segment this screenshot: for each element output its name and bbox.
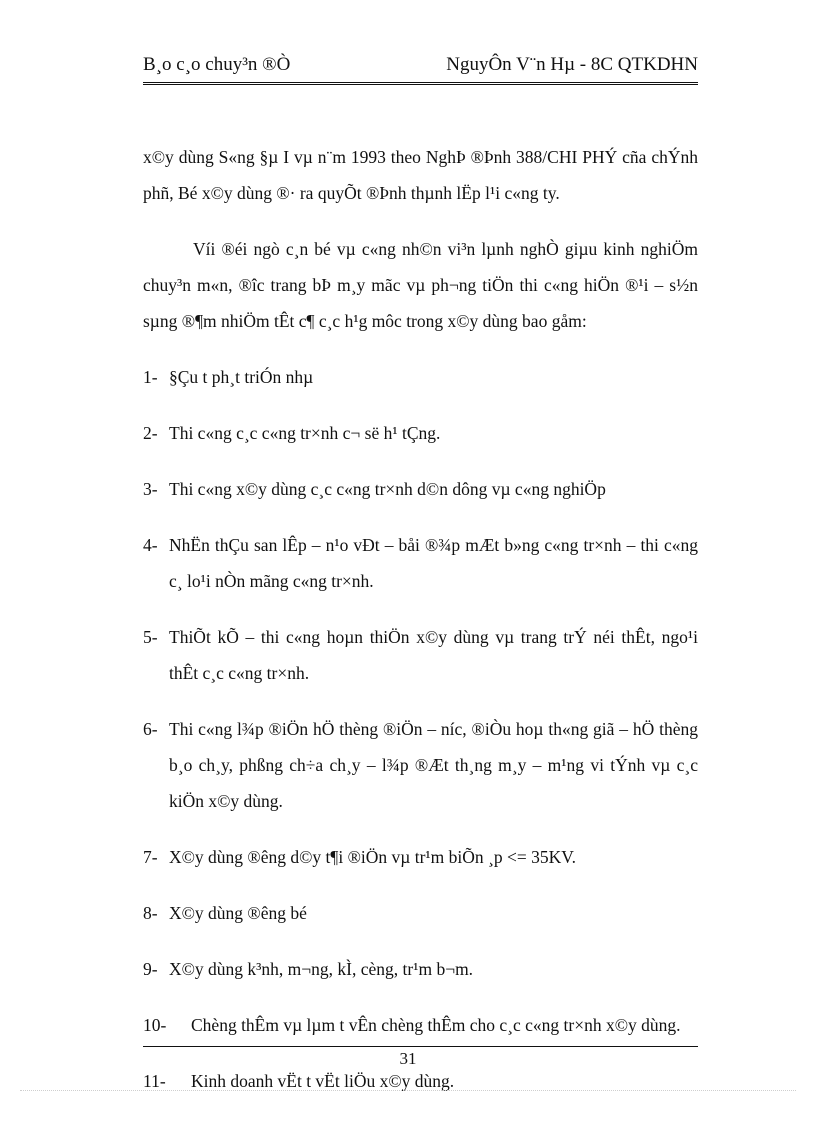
list-item-number: 4- [143,535,158,555]
page-body [143,139,698,1099]
header-report-title: B¸o c¸o chuy³n ®Ò [143,54,291,75]
list-item [143,839,698,875]
paragraph-intro: Víi ®éi ngò c¸n bé vµ c«ng nh©n vi³n lµnh nghÒ giµu kinh nghiÖm chuy³n m«n, ®îc trang bÞ m¸y mãc vµ ph¬ng tiÖn thi c«ng hiÖn ®¹i – s½n sµng ®¶m nhiÖm tÊt c¶ c¸c h¹g môc trong x©y dùng bao gåm: [143,239,698,331]
list-item-number: 5- [143,627,158,647]
list-item [143,895,698,931]
list-item-number: 8- [143,903,158,923]
list-item-text: Thi c«ng l¾p ®iÖn hÖ thèng ®iÖn – níc, ®iÒu hoµ th«ng giã – hÖ thèng b¸o ch¸y, phßng ch÷a ch¸y – l¾p ®Æt th¸ng m¸y – m¹ng vi tÝnh vµ c¸c kiÖn x©y dùng. [169,719,698,811]
header-author: NguyÔn V¨n Hµ - 8C QTKDHN [446,54,698,75]
list-item-text: §Çu t ph¸t triÓn nhµ [169,367,314,387]
list-item [143,471,698,507]
list-item-text: NhËn thÇu san lÊp – n¹o vÐt – båi ®¾p mÆt b»ng c«ng tr×nh – thi c«ng c¸ lo¹i nÒn mãng c«ng tr×nh. [169,535,698,591]
list-item-number: 1- [143,367,158,387]
list-item-number: 11- [143,1071,166,1091]
list-item [143,527,698,599]
header-rule [143,82,698,85]
list-item-text: Thi c«ng c¸c c«ng tr×nh c¬ së h¹ tÇng. [169,423,441,443]
paragraph-continuation: x©y dùng S«ng §µ I vµ n¨m 1993 theo NghÞ ®Þnh 388/CHI PHÝ cña chÝnh phñ, Bé x©y dùng ®· ra quyÕt ®Þnh thµnh lËp l¹i c«ng ty. [143,147,698,203]
list-item-number: 9- [143,959,158,979]
list-item-number: 7- [143,847,158,867]
list-item-text: Kinh doanh vËt t vËt liÖu x©y dùng. [191,1071,455,1091]
list-item [143,711,698,819]
list-item [143,359,698,395]
list-item-number: 2- [143,423,158,443]
list-item-text: Chèng thÊm vµ lµm t vÊn chèng thÊm cho c¸c c«ng tr×nh x©y dùng. [191,1015,681,1035]
list-item [143,619,698,691]
list-item [143,415,698,451]
list-item [143,1007,698,1043]
list-item [143,951,698,987]
list-item-text: X©y dùng ®êng bé [169,903,307,923]
list-item-text: X©y dùng k³nh, m¬ng, kÌ, cèng, tr¹m b¬m. [169,959,474,979]
list-item-text: ThiÕt kÕ – thi c«ng hoµn thiÖn x©y dùng vµ trang trÝ néi thÊt, ngo¹i thÊt c¸c c«ng tr×nh. [169,627,698,683]
list-item-number: 3- [143,479,158,499]
list-item-text: X©y dùng ®êng d©y t¶i ®iÖn vµ tr¹m biÕn ¸p <= 35KV. [169,847,576,867]
list-item-text: Thi c«ng x©y dùng c¸c c«ng tr×nh d©n dông vµ c«ng nghiÖp [169,479,606,499]
footer-rule [143,1046,698,1047]
page-number: 31 [399,1049,417,1068]
list-item-number: 6- [143,719,158,739]
page-edge-divider [20,1090,796,1091]
list-item-number: 10- [143,1015,167,1035]
